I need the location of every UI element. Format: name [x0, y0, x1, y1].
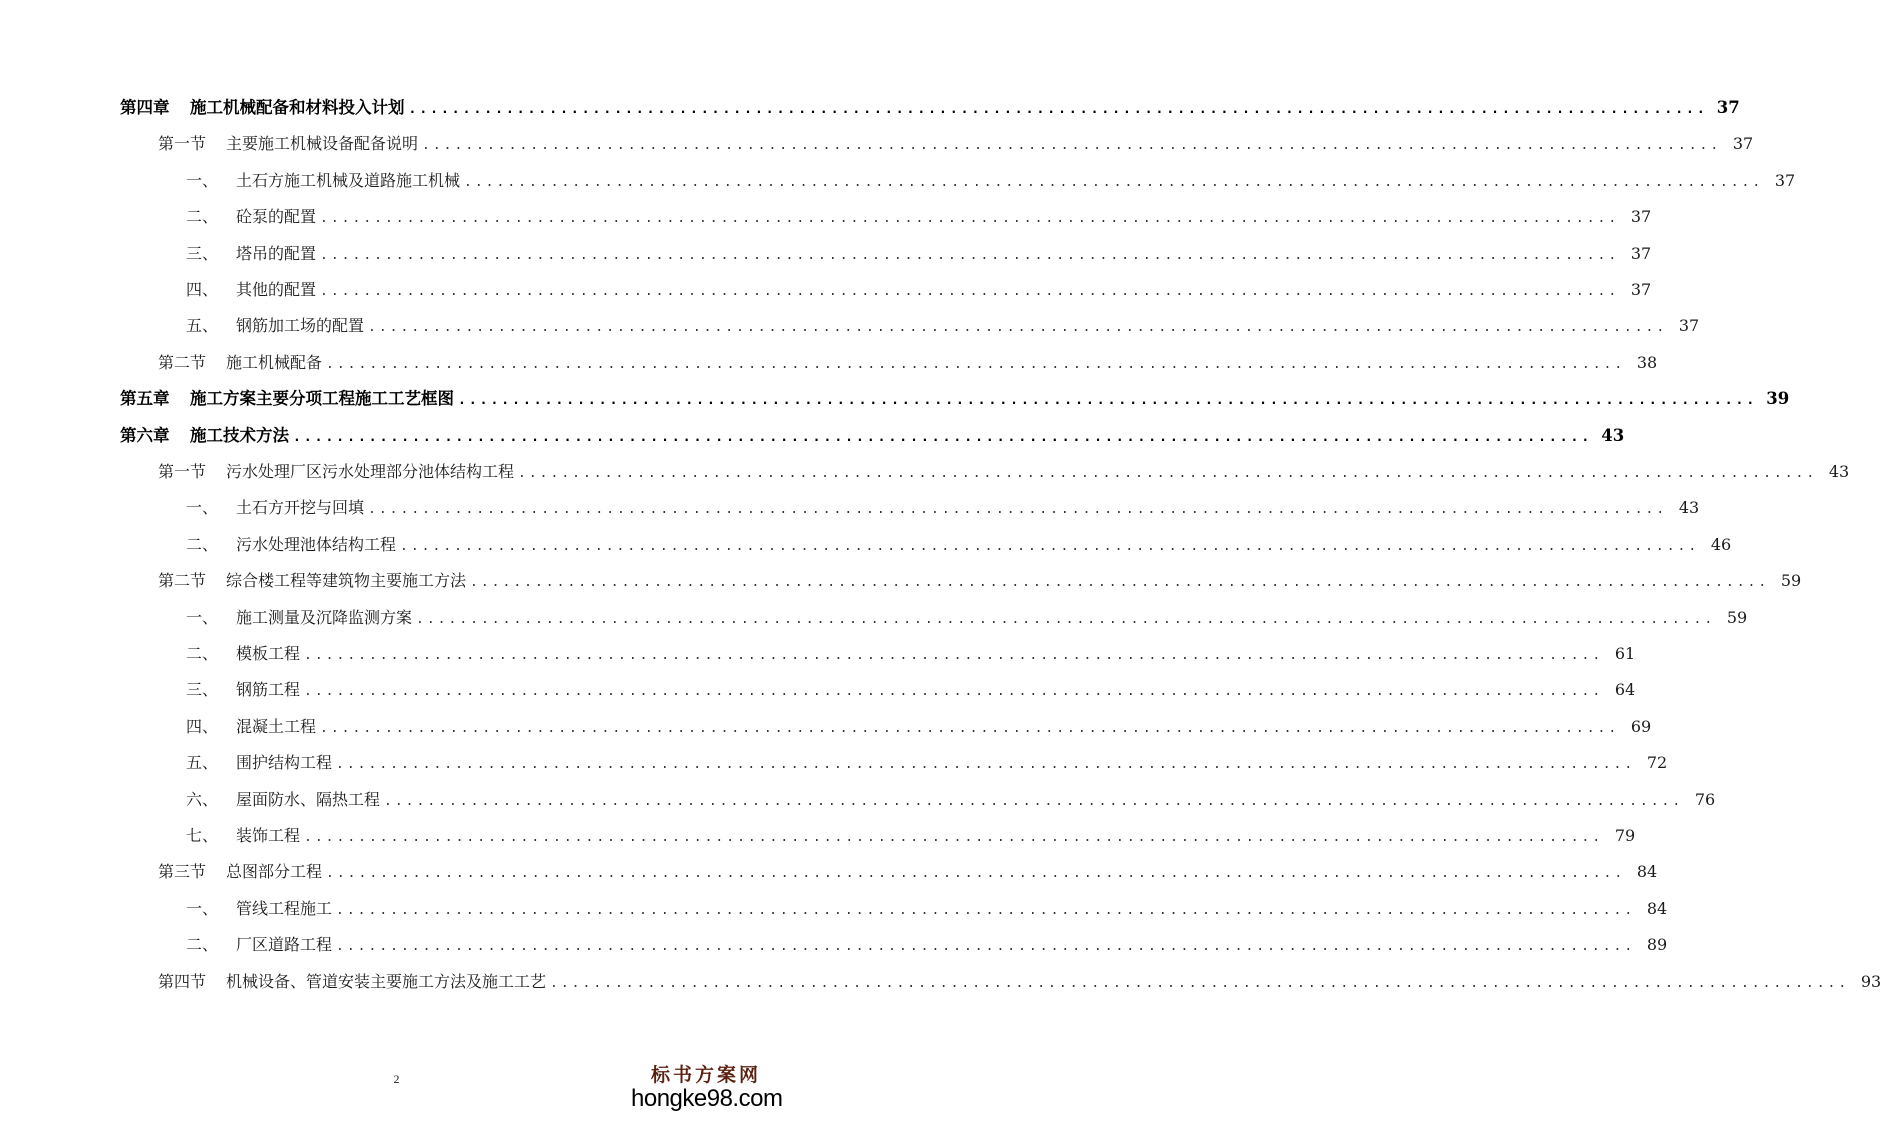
toc-page-number: 76: [1694, 790, 1716, 809]
toc-item-row: [186, 933, 1668, 957]
dot-leader: ........................................................................................................................: [320, 211, 1620, 226]
toc-entry-number: 第一节: [158, 134, 207, 153]
toc-entry-text: [186, 788, 384, 812]
toc-entry-title: 污水处理池体结构工程: [236, 535, 397, 554]
toc-entry-number: 二、: [186, 535, 219, 554]
toc-entry-title: 屋面防水、隔热工程: [236, 790, 381, 809]
toc-entry-number: 二、: [186, 207, 219, 226]
toc-page-number: 38: [1636, 353, 1658, 372]
dot-leader: ........................................................................................................................: [336, 757, 1636, 772]
toc-entry-text: [186, 496, 368, 520]
toc-entry-text: [186, 751, 336, 775]
toc-entry-title: 综合楼工程等建筑物主要施工方法: [226, 571, 467, 590]
toc-page-number: 61: [1614, 644, 1636, 663]
dot-leader: ........................................................................................................................: [320, 284, 1620, 299]
toc-entry-number: 七、: [186, 826, 219, 845]
toc-entry-number: 第六章: [120, 426, 170, 445]
toc-item-row: [186, 824, 1636, 848]
toc-entry-text: [158, 132, 422, 156]
dot-leader: ........................................................................................................................: [336, 903, 1636, 918]
toc-entry-title: 塔吊的配置: [236, 244, 317, 263]
toc-entry-title: 其他的配置: [236, 280, 317, 299]
toc-page-number: 37: [1630, 207, 1652, 226]
toc-entry-text: [158, 569, 470, 593]
toc-page-number: 43: [1601, 426, 1625, 445]
toc-section-row: [158, 460, 1850, 484]
toc-page-number: 59: [1726, 608, 1748, 627]
toc-item-row: [186, 169, 1796, 193]
toc-entry-title: 施工技术方法: [190, 426, 289, 445]
toc-entry-title: 装饰工程: [236, 826, 301, 845]
toc-item-row: [186, 533, 1732, 557]
dot-leader: ........................................................................................................................: [336, 939, 1636, 954]
toc-chapter-row: [120, 424, 1625, 448]
toc-section-row: [158, 970, 1881, 994]
toc-entry-text: [186, 205, 320, 229]
dot-leader: ........................................................................................................................: [550, 976, 1850, 991]
toc-section-row: [158, 569, 1802, 593]
toc-entry-text: [186, 314, 368, 338]
toc-item-row: [186, 205, 1652, 229]
toc-entry-number: 第四章: [120, 98, 170, 117]
toc-page-number: 69: [1630, 717, 1652, 736]
dot-leader: ........................................................................................................................: [368, 502, 1668, 517]
toc-entry-text: [120, 387, 458, 411]
dot-leader: ........................................................................................................................: [470, 575, 1770, 590]
toc-entry-text: [158, 351, 326, 375]
toc-page-number: 84: [1646, 899, 1668, 918]
dot-leader: ........................................................................................................................: [416, 612, 1716, 627]
toc-page-number: 39: [1766, 389, 1790, 408]
toc-entry-title: 土石方开挖与回填: [236, 498, 365, 517]
toc-entry-number: 第二节: [158, 353, 207, 372]
toc-entry-title: 施工方案主要分项工程施工工艺框图: [190, 389, 454, 408]
dot-leader: ........................................................................................................................: [320, 721, 1620, 736]
toc-entry-title: 钢筋加工场的配置: [236, 316, 365, 335]
toc-item-row: [186, 715, 1652, 739]
toc-entry-number: 一、: [186, 171, 219, 190]
toc-entry-text: [186, 933, 336, 957]
toc-entry-title: 总图部分工程: [226, 862, 323, 881]
toc-entry-number: 一、: [186, 498, 219, 517]
toc-entry-text: [158, 860, 326, 884]
toc-entry-text: [186, 897, 336, 921]
toc-page-number: 37: [1630, 280, 1652, 299]
toc-entry-text: [186, 533, 400, 557]
dot-leader: ........................................................................................................................: [368, 320, 1668, 335]
toc-page-number: 72: [1646, 753, 1668, 772]
toc-entry-number: 三、: [186, 244, 219, 263]
toc-entry-text: [120, 424, 293, 448]
toc-page-number: 37: [1630, 244, 1652, 263]
dot-leader: ........................................................................................................................: [304, 830, 1604, 845]
toc-entry-number: 一、: [186, 608, 219, 627]
toc-page-number: 89: [1646, 935, 1668, 954]
toc-entry-number: 第二节: [158, 571, 207, 590]
toc-entry-number: 五、: [186, 753, 219, 772]
toc-entry-text: [186, 242, 320, 266]
dot-leader: ........................................................................................................................: [458, 393, 1758, 408]
dot-leader: ........................................................................................................................: [518, 466, 1818, 481]
dot-leader: ........................................................................................................................: [384, 794, 1684, 809]
toc-entry-title: 主要施工机械设备配备说明: [226, 134, 419, 153]
dot-leader: ........................................................................................................................: [320, 248, 1620, 263]
toc-section-row: [158, 351, 1658, 375]
toc-section-row: [158, 860, 1658, 884]
toc-entry-title: 土石方施工机械及道路施工机械: [236, 171, 461, 190]
page-number: 2: [393, 1072, 400, 1086]
toc-page-number: 79: [1614, 826, 1636, 845]
toc-entry-number: 第三节: [158, 862, 207, 881]
toc-entry-text: [186, 824, 304, 848]
dot-leader: ........................................................................................................................: [304, 684, 1604, 699]
toc-item-row: [186, 278, 1652, 302]
toc-item-row: [186, 788, 1716, 812]
toc-entry-title: 机械设备、管道安装主要施工方法及施工工艺: [226, 972, 547, 991]
toc-item-row: [186, 678, 1636, 702]
toc-entry-number: 四、: [186, 280, 219, 299]
dot-leader: ........................................................................................................................: [304, 648, 1604, 663]
watermark-brand: 标书方案网: [650, 1064, 761, 1086]
toc-page-number: 43: [1678, 498, 1700, 517]
toc-entry-text: [186, 715, 320, 739]
toc-entry-title: 管线工程施工: [236, 899, 333, 918]
toc-entry-title: 污水处理厂区污水处理部分池体结构工程: [226, 462, 515, 481]
toc-page-number: 37: [1678, 316, 1700, 335]
dot-leader: ........................................................................................................................: [293, 430, 1593, 445]
dot-leader: ........................................................................................................................: [326, 357, 1626, 372]
toc-entry-number: 第五章: [120, 389, 170, 408]
toc-chapter-row: [120, 387, 1790, 411]
toc-item-row: [186, 496, 1700, 520]
toc-entry-title: 钢筋工程: [236, 680, 301, 699]
toc-item-row: [186, 897, 1668, 921]
dot-leader: ........................................................................................................................: [422, 138, 1722, 153]
toc-entry-number: 五、: [186, 316, 219, 335]
toc-entry-text: [186, 678, 304, 702]
toc-page-number: 84: [1636, 862, 1658, 881]
toc-entry-title: 厂区道路工程: [236, 935, 333, 954]
toc-item-row: [186, 606, 1748, 630]
toc-entry-number: 三、: [186, 680, 219, 699]
toc-entry-title: 模板工程: [236, 644, 301, 663]
toc-entry-number: 四、: [186, 717, 219, 736]
toc-page-number: 37: [1774, 171, 1796, 190]
toc-entry-title: 施工机械配备: [226, 353, 323, 372]
toc-item-row: [186, 642, 1636, 666]
toc-entry-title: 施工机械配备和材料投入计划: [190, 98, 405, 117]
toc-chapter-row: [120, 96, 1740, 120]
toc-entry-number: 第一节: [158, 462, 207, 481]
toc-entry-number: 二、: [186, 935, 219, 954]
toc-entry-number: 一、: [186, 899, 219, 918]
toc-page-number: 64: [1614, 680, 1636, 699]
dot-leader: ........................................................................................................................: [464, 175, 1764, 190]
toc-entry-text: [120, 96, 409, 120]
dot-leader: ........................................................................................................................: [400, 539, 1700, 554]
toc-entry-number: 六、: [186, 790, 219, 809]
toc-entry-number: 二、: [186, 644, 219, 663]
toc-entry-text: [186, 169, 464, 193]
toc-item-row: [186, 751, 1668, 775]
toc-page-number: 59: [1780, 571, 1802, 590]
toc-page-number: 43: [1828, 462, 1850, 481]
toc-entry-number: 第四节: [158, 972, 207, 991]
toc-entry-text: [186, 278, 320, 302]
toc-entry-title: 施工测量及沉降监测方案: [236, 608, 413, 627]
toc-section-row: [158, 132, 1754, 156]
toc-entry-title: 混凝土工程: [236, 717, 317, 736]
dot-leader: ........................................................................................................................: [326, 866, 1626, 881]
toc-entry-title: 砼泵的配置: [236, 207, 317, 226]
toc-page-number: 46: [1710, 535, 1732, 554]
toc-page-number: 37: [1716, 98, 1740, 117]
toc-entry-text: [186, 642, 304, 666]
toc-entry-text: [158, 970, 550, 994]
toc-item-row: [186, 242, 1652, 266]
toc-page-number: 37: [1732, 134, 1754, 153]
toc-item-row: [186, 314, 1700, 338]
toc-entry-text: [158, 460, 518, 484]
toc-page-number: 93: [1860, 972, 1881, 991]
toc-entry-text: [186, 606, 416, 630]
watermark-url: hongke98.com: [631, 1085, 783, 1112]
site-watermark: [631, 1066, 781, 1111]
dot-leader: ........................................................................................................................: [408, 102, 1708, 117]
toc-entry-title: 围护结构工程: [236, 753, 333, 772]
